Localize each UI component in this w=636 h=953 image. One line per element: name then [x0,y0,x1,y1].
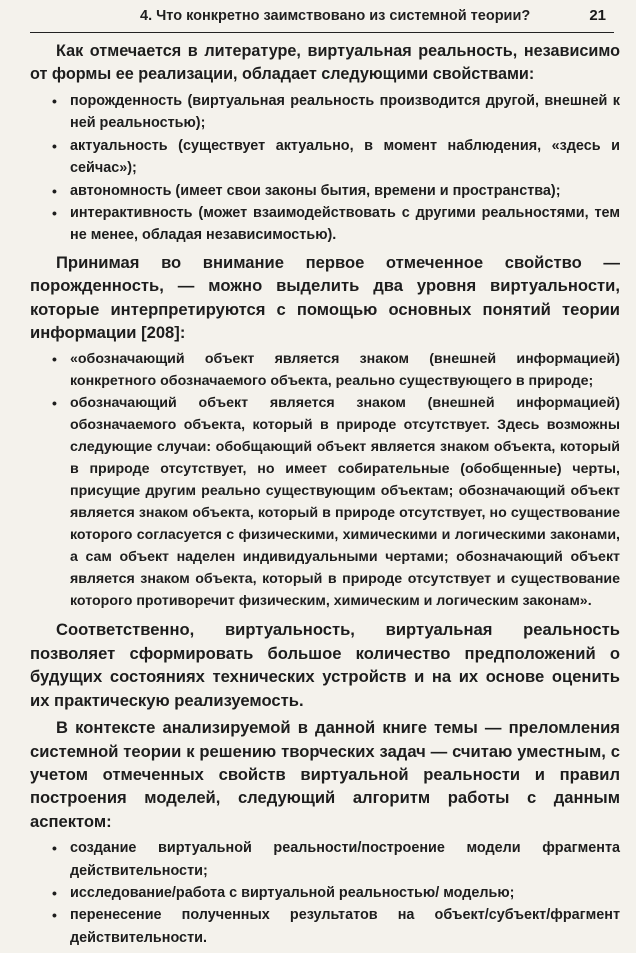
list-item [30,392,620,612]
list-item-text: перенесение полученных результатов на объект/субъект/фрагмент действительности. [70,907,620,946]
list-item-text: порожденность (виртуальная реальность производится другой, внешней к ней реальностью); [70,93,620,132]
page-body [30,40,620,953]
algorithm-list [30,837,620,949]
list-item-text: создание виртуальной реальности/построение модели фрагмента действительности; [70,840,620,879]
bullet-icon: • [52,907,57,924]
list-item [30,882,620,904]
list-item [30,180,620,202]
list-item-text: интерактивность (может взаимодействовать с другими реальностями, тем не менее, обладая независимостью). [70,205,620,244]
list-item [30,90,620,135]
chapter-title: 4. Что конкретно заимствовано из системной теории? [140,8,531,24]
list-item [30,348,620,392]
paragraph-levels: Принимая во внимание первое отмеченное свойство — порожденность, — можно выделить два уровня виртуальности, которые интерпретируются с помощью основных понятий теории информации [208]: [30,252,620,343]
properties-list [30,90,620,247]
bullet-icon: • [52,840,57,857]
paragraph-intro: Как отмечается в литературе, виртуальная реальность, независимо от формы ее реализации, обладает следующими свойствами: [30,42,620,83]
list-item-text: исследование/работа с виртуальной реальностью/ моделью; [70,884,515,901]
list-item-text: «обозначающий объект является знаком (внешней информацией) конкретного обозначаемого объекта, реально существующего в природе; [70,351,620,390]
bullet-icon: • [52,137,57,154]
list-item [30,135,620,180]
bullet-icon: • [52,351,57,368]
running-header [30,6,614,33]
bullet-icon: • [52,182,57,199]
bullet-icon: • [52,395,57,412]
bullet-icon: • [52,205,57,222]
list-item-text: актуальность (существует актуально, в момент наблюдения, «здесь и сейчас»); [70,137,620,177]
paragraph-algorithm: В контексте анализируемой в данной книге темы — преломления системной теории к решению творческих задач — считаю уместным, с учетом отмеченных свойств виртуальной реальности и правил построения моделей, следующий алгоритм работы с данным аспектом: [30,718,620,831]
bullet-icon: • [52,884,57,901]
list-item [30,904,620,949]
list-item [30,837,620,882]
list-item-text: автономность (имеет свои законы бытия, времени и пространства); [70,182,561,199]
list-item [30,202,620,247]
page-number: 21 [589,7,606,24]
list-item-text: обозначающий объект является знаком (внешней информацией) обозначаемого объекта, который в природе отсутствует. Здесь возможны следующие случаи: обобщающий объект является знаком объекта, который в природе отсутствует, но имеет собирательные (обобщенные) черты, присущие другим реально существующим объектам; обозначающий объект является знаком объекта, который в природе отсутствует, но существование которого согласуется с физическими, химическими и логическими законами, а сам объект наделен индивидуальными чертами; обозначающий объект является знаком объекта, который в природе отсутствует и существование которого противоречит физическим, химическим и логическим законам». [70,395,620,610]
paragraph-consequence: Соответственно, виртуальность, виртуальная реальность позволяет сформировать большое количество предположений о будущих состояниях технических устройств и на их основе оценить их практическую реализуемость. [30,620,620,710]
bullet-icon: • [52,93,57,109]
virtuality-levels-list [30,348,620,612]
